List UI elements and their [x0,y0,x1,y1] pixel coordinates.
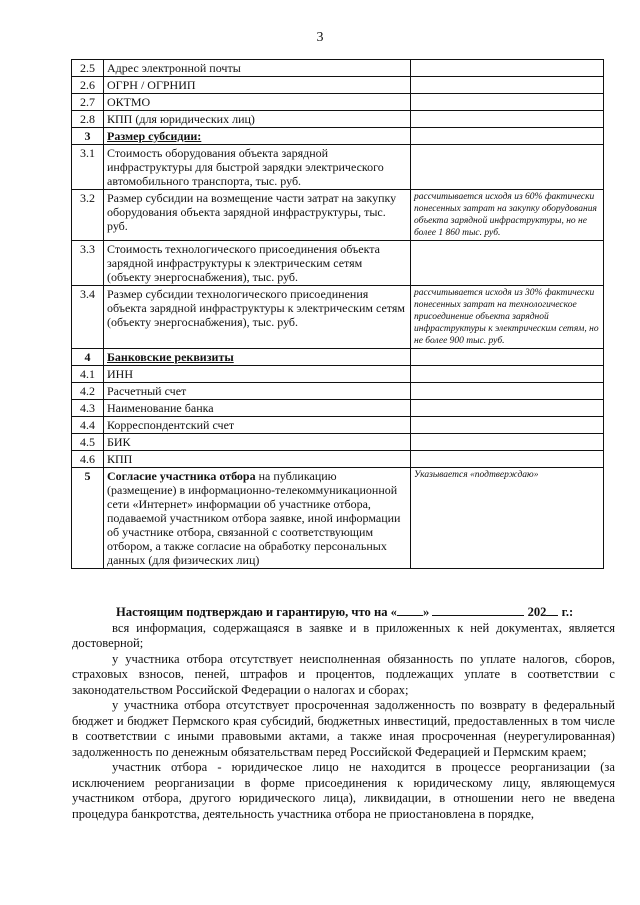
row-value[interactable] [411,434,604,451]
row-number: 2.5 [72,60,104,77]
row-value[interactable] [411,417,604,434]
row-label: ИНН [104,366,411,383]
table-row [72,77,604,94]
row-label: Наименование банка [104,400,411,417]
row-number: 3.3 [72,241,104,286]
declaration-paragraph: у участника отбора отсутствует просроченная задолженность по возврату в федеральный бюджет и бюджет Пермского края субсидий, бюджетных инвестиций, предоставленных в том числе в соответствии с иными правовыми актами, а также иная просроченная (неурегулированная) задолженность по денежным обязательствам перед Российской Федерацией и Пермским краем; [72,698,615,759]
consent-label [104,468,411,569]
section-header-row [72,128,604,145]
row-number: 4.4 [72,417,104,434]
section-number: 4 [72,349,104,366]
row-value-note: рассчитывается исходя из 60% фактически понесенных затрат на закупку оборудования объекта зарядной инфраструктуры, но не более 1 860 тыс. руб. [411,190,604,241]
confirmation-year-suffix: г.: [558,605,574,619]
table-row [72,451,604,468]
confirmation-quote-close: » [422,605,430,619]
row-label: Расчетный счет [104,383,411,400]
page-number: 3 [316,30,324,45]
table-row [72,417,604,434]
month-blank[interactable] [432,615,524,616]
declaration-text [72,605,615,822]
row-label: ОКТМО [104,94,411,111]
row-value[interactable] [411,451,604,468]
consent-row [72,468,604,569]
declaration-paragraph: у участника отбора отсутствует неисполненная обязанность по уплате налогов, сборов, страховых взносов, пеней, штрафов и процентов, подлежащих уплате в соответствии с законодательством Российской Федерации о налогах и сборах; [72,651,615,697]
confirmation-year: 202 [527,605,547,619]
row-number: 4.1 [72,366,104,383]
year-blank[interactable] [546,615,558,616]
row-label: Адрес электронной почты [104,60,411,77]
row-value [411,128,604,145]
section-number: 3 [72,128,104,145]
table-row [72,60,604,77]
table-row [72,400,604,417]
row-number: 4.2 [72,383,104,400]
row-number: 2.8 [72,111,104,128]
row-value[interactable] [411,77,604,94]
row-value[interactable] [411,241,604,286]
row-label: Стоимость оборудования объекта зарядной инфраструктуры для быстрой зарядки электрического автомобильного транспорта, тыс. руб. [104,145,411,190]
row-number: 3.2 [72,190,104,241]
consent-label-text: на публикацию (размещение) в информационно-телекоммуникационной сети «Интернет» информации об участнике отбора, подаваемой участником отбора заявке, иной информации об участнике отбора, связанной с соответствующим отбором, а также согласие на обработку персональных данных (для физических лиц) [107,469,401,567]
table-row [72,241,604,286]
table-row [72,94,604,111]
row-label: БИК [104,434,411,451]
row-value[interactable] [411,383,604,400]
table-row [72,111,604,128]
table-row [72,383,604,400]
row-number: 3.4 [72,286,104,349]
row-value [411,349,604,366]
section-header-row [72,349,604,366]
row-value-note: рассчитывается исходя из 30% фактически понесенных затрат на технологическое присоединение объекта зарядной инфраструктуры к электрическим сетям, но не более 900 тыс. руб. [411,286,604,349]
declaration-paragraph: вся информация, содержащаяся в заявке и в приложенных к ней документах, является достоверной; [72,620,615,650]
row-label: КПП [104,451,411,468]
table-row [72,145,604,190]
row-label: Размер субсидии на возмещение части затрат на закупку оборудования объекта зарядной инфраструктуры, тыс. руб. [104,190,411,241]
day-blank[interactable] [397,615,423,616]
table-row [72,286,604,349]
consent-label-bold: Согласие участника отбора [107,469,256,483]
row-label: ОГРН / ОГРНИП [104,77,411,94]
row-number: 3.1 [72,145,104,190]
row-label: Размер субсидии технологического присоединения объекта зарядной инфраструктуры к электрическим сетям (объекту энергоснабжения), тыс. руб. [104,286,411,349]
row-number: 2.7 [72,94,104,111]
row-label: Корреспондентский счет [104,417,411,434]
row-value[interactable] [411,111,604,128]
row-value[interactable] [411,60,604,77]
row-number: 2.6 [72,77,104,94]
table-row [72,434,604,451]
declaration-paragraph: участник отбора - юридическое лицо не находится в процессе реорганизации (за исключением реорганизации в форме присоединения к юридическому лицу, являющемуся участником отбора, другого юридического лица), ликвидации, в отношении него не введена процедура банкротства, деятельность участника отбора не приостановлена в порядке, [72,760,615,821]
application-form-table [71,59,604,569]
table-row [72,190,604,241]
section-title: Банковские реквизиты [104,349,411,366]
row-value[interactable] [411,366,604,383]
table-row [72,366,604,383]
confirmation-line [72,605,615,621]
row-label: Стоимость технологического присоединения объекта зарядной инфраструктуры к электрическим сетям (объекту энергоснабжения), тыс. руб. [104,241,411,286]
row-number: 4.3 [72,400,104,417]
row-number: 4.6 [72,451,104,468]
confirmation-lead: Настоящим подтверждаю и гарантирую, что на « [116,605,397,619]
row-value[interactable] [411,145,604,190]
row-value[interactable] [411,400,604,417]
section-title: Размер субсидии: [104,128,411,145]
row-number: 4.5 [72,434,104,451]
row-label: КПП (для юридических лиц) [104,111,411,128]
consent-value-note: Указывается «подтверждаю» [411,468,604,569]
row-value[interactable] [411,94,604,111]
row-number: 5 [72,468,104,569]
